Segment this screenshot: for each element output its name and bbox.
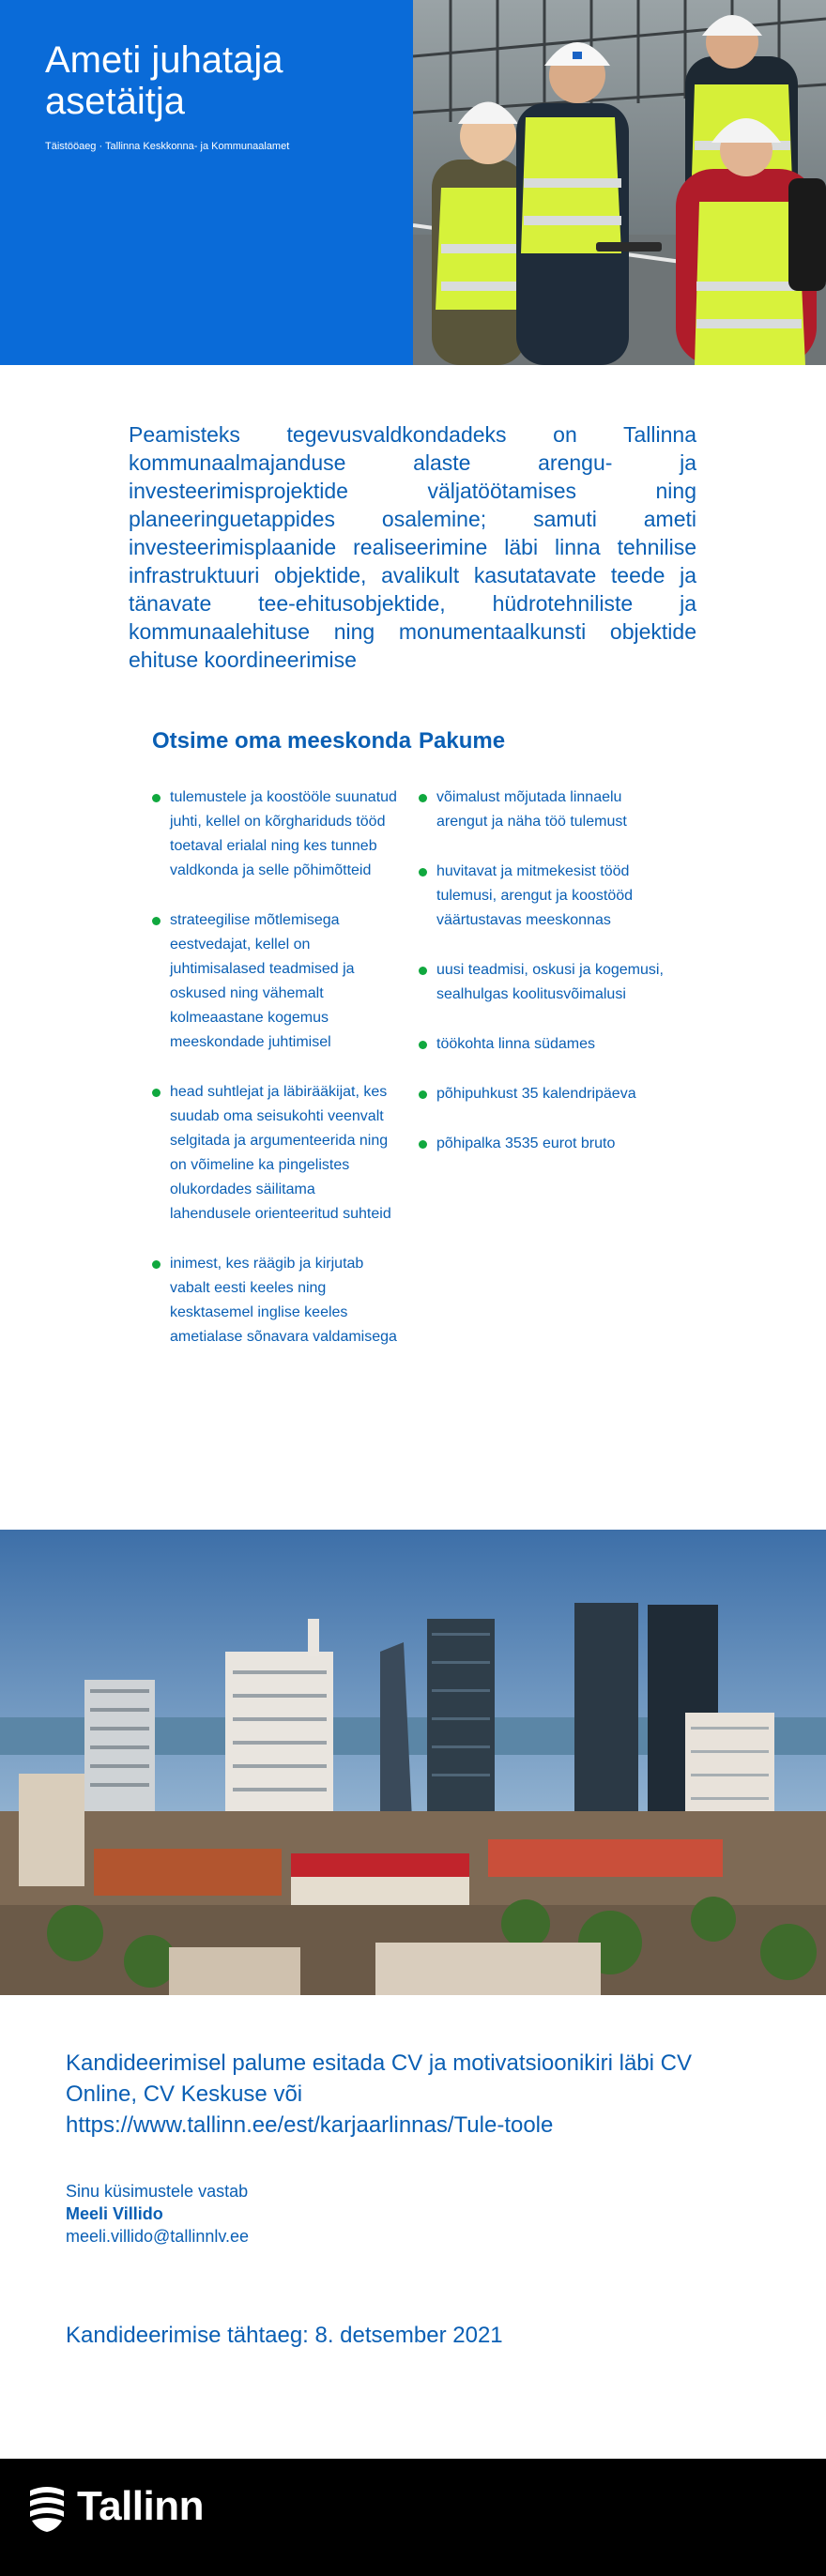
list-item [152, 1252, 398, 1349]
city-skyline-photo [0, 1530, 826, 1995]
list-item [419, 1032, 670, 1057]
footer [0, 2459, 826, 2576]
seeking-item-text: inimest, kes räägib ja kirjutab vabalt eesti keeles ning kesktasemel inglise keeles ametialase sõnavara valdamisega [170, 1256, 397, 1345]
list-item [419, 958, 670, 1007]
contact-block [66, 2180, 249, 2248]
offer-list [419, 785, 670, 1181]
bullet-dot-icon [419, 794, 427, 802]
application-deadline: Kandideerimise tähtaeg: 8. detsember 2021 [66, 2323, 503, 2348]
list-item [419, 785, 670, 834]
page-title: Ameti juhataja asetäitja [45, 39, 283, 122]
seeking-list [152, 785, 398, 1375]
hero-banner [0, 0, 826, 365]
offer-item-text: uusi teadmisi, oskusi ja kogemusi, sealhulgas koolitusvõimalusi [436, 962, 664, 1002]
bullet-dot-icon [152, 1260, 161, 1269]
contact-name: Meeli Villido [66, 2204, 163, 2223]
offer-item-text: võimalust mõjutada linnaelu arengut ja näha töö tulemust [436, 789, 627, 830]
bullet-dot-icon [419, 967, 427, 975]
job-subtitle: Täistööaeg · Tallinna Keskkonna- ja Kommunaalamet [45, 141, 290, 152]
bullet-dot-icon [419, 1041, 427, 1049]
offer-item-text: huvitavat ja mitmekesist tööd tulemusi, arengut ja koostööd väärtustavas meeskonnas [436, 863, 634, 928]
contact-email-link[interactable]: meeli.villido@tallinnlv.ee [66, 2227, 250, 2246]
workers-illustration [413, 0, 826, 365]
bullet-dot-icon [419, 1090, 427, 1099]
list-item [419, 1132, 670, 1156]
offer-item-text: põhipalka 3535 eurot bruto [436, 1136, 616, 1151]
seeking-item-text: head suhtlejat ja läbirääkijat, kes suudab oma seisukohti veenvalt selgitada ja argumenteerida ning on võimeline ka pingelistes olukordades säilitama lahendusele orienteeritud suhteid [170, 1084, 391, 1222]
intro-paragraph: Peamisteks tegevusvaldkondadeks on Tallinna kommunaalmajanduse alaste arengu- ja investeerimisprojektide väljatöötamises ning planeeringuetappides osalemine; samuti ameti investeerimisplaanide realiseerimine läbi linna tehnilise infrastruktuuri objektide, avalikult kasutatavate teede ja tänavate tee-ehitusobjektide, hüdrotehniliste ja kommunaalehituse ning monumentaalkunsti objektide ehituse koordineerimise [129, 422, 696, 672]
bullet-dot-icon [152, 1089, 161, 1097]
hero-title-panel [0, 0, 413, 365]
brand-logo-text: Tallinn [77, 2483, 205, 2529]
seeking-item-text: tulemustele ja koostööle suunatud juhti, kellel on kõrghariduds tööd toetaval erialal ning kes tunneb valdkonda ja selle põhimõtteid [170, 789, 397, 878]
list-item [152, 908, 398, 1055]
application-instructions: Kandideerimisel palume esitada CV ja motivatsioonikiri läbi CV Online, CV Keskuse või https://www.tallinn.ee/est/karjaarlinnas/Tule-toole [66, 2050, 692, 2138]
offer-item-text: töökohta linna südames [436, 1036, 595, 1052]
tallinn-crest-icon [28, 2485, 66, 2532]
list-item [152, 1080, 398, 1227]
bullet-dot-icon [152, 794, 161, 802]
skyline-illustration [0, 1530, 826, 1995]
offer-item-text: põhipuhkust 35 kalendripäeva [436, 1086, 636, 1102]
contact-label: Sinu küsimustele vastab [66, 2182, 249, 2201]
seeking-item-text: strateegilise mõtlemisega eestvedajat, kellel on juhtimisalased teadmised ja oskused ning vähemalt kolmeaastane kogemus meeskondade juhtimisel [170, 912, 355, 1050]
list-item [419, 1082, 670, 1106]
list-item [419, 860, 670, 933]
bullet-dot-icon [419, 868, 427, 876]
bullet-dot-icon [152, 917, 161, 925]
offer-heading: Pakume [419, 728, 506, 754]
list-item [152, 785, 398, 883]
seeking-heading: Otsime oma meeskonda [152, 728, 412, 754]
bullet-dot-icon [419, 1140, 427, 1149]
hero-photo-workers [413, 0, 826, 365]
